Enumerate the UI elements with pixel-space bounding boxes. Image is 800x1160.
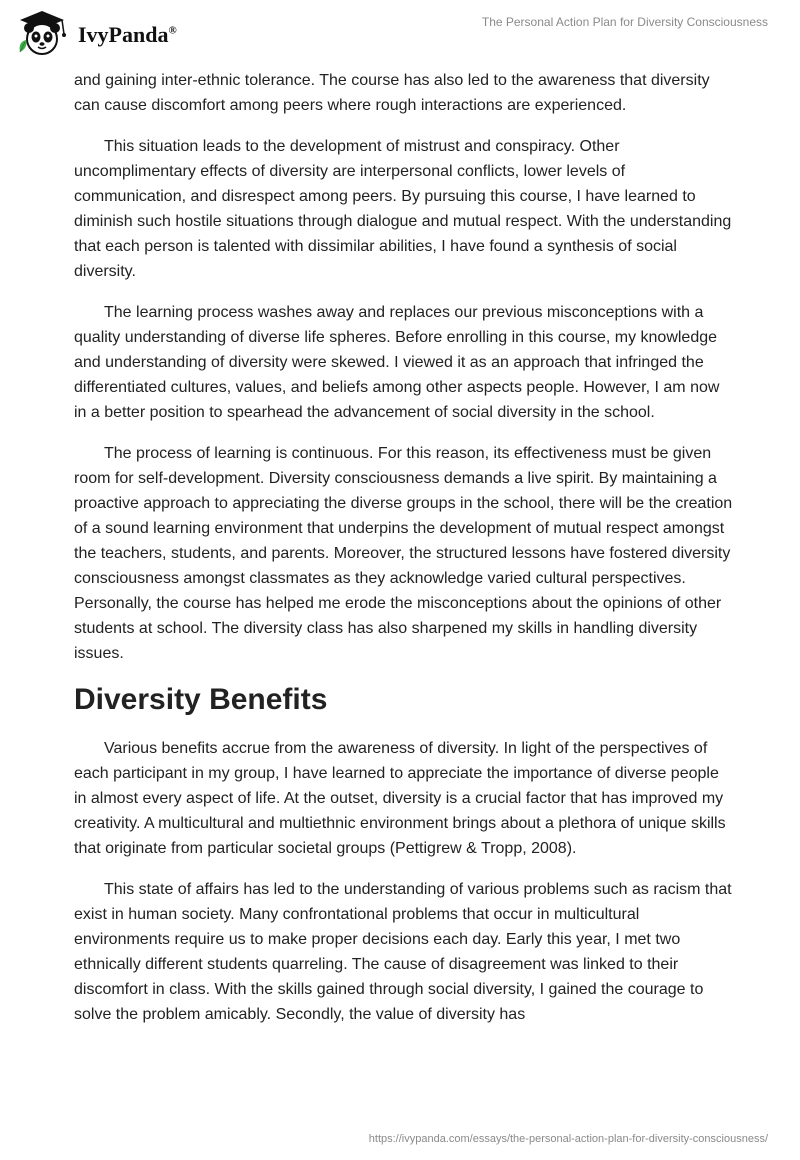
panda-graduate-icon <box>14 8 70 58</box>
document-title: The Personal Action Plan for Diversity Consciousness <box>481 15 768 29</box>
paragraph: The learning process washes away and replaces our previous misconceptions with a quality understanding of diverse life spheres. Before enrolling in this course, my knowledge and understanding of diversity were skewed. I viewed it as an approach that infringed the differentiated cultures, values, and beliefs among other aspects people. However, I am now in a better position to spearhead the advancement of social diversity in the school. <box>74 304 720 421</box>
ivypanda-logo[interactable] <box>14 8 214 60</box>
source-url[interactable]: https://ivypanda.com/essays/the-personal-action-plan-for-diversity-consciousness/ <box>368 1133 768 1145</box>
paragraph: and gaining inter-ethnic tolerance. The course has also led to the awareness that diversity can cause discomfort among peers where rough interactions are experienced. <box>74 72 710 114</box>
paragraph: This situation leads to the development of mistrust and conspiracy. Other uncomplimentary effects of diversity are interpersonal conflicts, lower levels of communication, and disrespect among peers. By pursuing this course, I have learned to diminish such hostile situations through dialogue and mutual respect. With the understanding that each person is talented with dissimilar abilities, I have found a synthesis of social diversity. <box>74 138 732 280</box>
section-heading: Diversity Benefits <box>74 683 328 716</box>
paragraph: This state of affairs has led to the understanding of various problems such as racism that exist in human society. Many confrontational problems that occur in multicultural environments require us to make proper decisions each day. Early this year, I met two ethnically different students quarreling. The cause of disagreement was linked to their discomfort in class. With the skills gained through social diversity, I gained the courage to solve the problem amicably. Secondly, the value of diversity has <box>74 881 732 1023</box>
essay-content <box>74 68 734 1043</box>
paragraph: The process of learning is continuous. For this reason, its effectiveness must be given room for self-development. Diversity consciousness demands a live spirit. By maintaining a proactive approach to appreciating the diverse groups in the school, there will be the creation of a sound learning environment that underpins the development of mutual respect amongst the teachers, students, and parents. Moreover, the structured lessons have fostered diversity consciousness amongst classmates as they acknowledge varied cultural perspectives. Personally, the course has helped me erode the misconceptions about the opinions of other students at school. The diversity class has also sharpened my skills in handling diversity issues. <box>74 445 733 662</box>
brand-name: IvyPanda® <box>78 22 177 47</box>
page-header <box>0 0 800 70</box>
paragraph: Various benefits accrue from the awareness of diversity. In light of the perspectives of each participant in my group, I have learned to appreciate the importance of diverse people in almost every aspect of life. At the outset, diversity is a crucial factor that has improved my creativity. A multicultural and multiethnic environment brings about a plethora of unique skills that originate from particular societal groups (Pettigrew & Tropp, 2008). <box>74 740 726 857</box>
